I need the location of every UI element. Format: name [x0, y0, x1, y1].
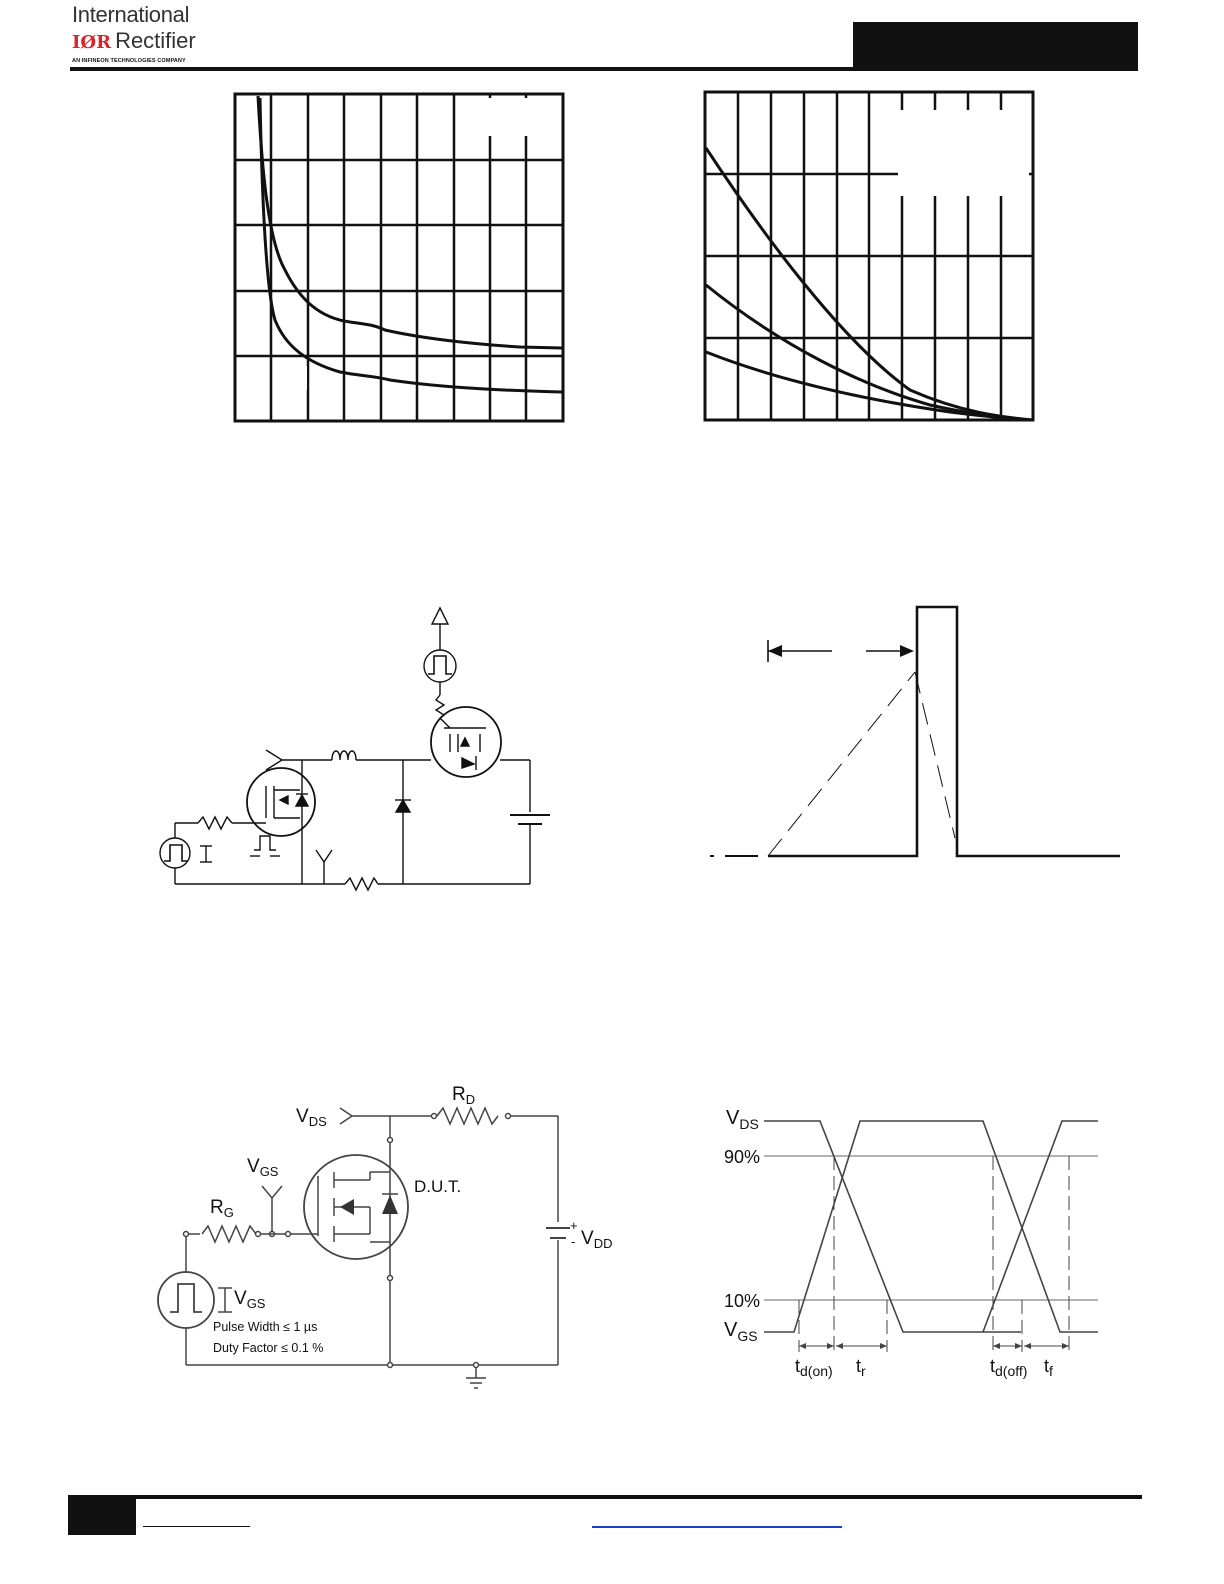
- wave-label-90: 90%: [724, 1147, 761, 1167]
- label-vdd: $V_{DD}$: [581, 1228, 613, 1251]
- vds-avalanche-trace: [768, 607, 1120, 856]
- footer-website-link[interactable]: [592, 1526, 842, 1528]
- switching-circuit-labels: [210, 1084, 612, 1355]
- switching-waveform: [764, 1121, 1098, 1352]
- footer-left-line: [143, 1526, 250, 1527]
- logo-rectifier-word: Rectifier: [115, 28, 196, 53]
- footer-rule: [68, 1495, 1142, 1499]
- wave-label-td-on: $t_{d(on)}$: [795, 1356, 833, 1379]
- wave-label-tr: $t_r$: [856, 1356, 866, 1379]
- avalanche-test-circuit: [160, 608, 550, 890]
- wave-label-vgs: $V_{GS}$: [724, 1319, 758, 1344]
- wave-label-10: 10%: [724, 1291, 761, 1311]
- label-vds: $V_{DS}$: [296, 1106, 327, 1129]
- freewheel-diode: [396, 800, 410, 812]
- logo-mark: IØR: [72, 32, 112, 53]
- avalanche-waveform: [710, 607, 1120, 856]
- plot-top-right: [705, 92, 1033, 420]
- pulse-generator-top: [424, 650, 456, 682]
- label-vdd-plus: +: [570, 1218, 578, 1233]
- label-vgs-pulse: $V_{GS}$: [234, 1288, 266, 1311]
- label-rd: $R_D$: [452, 1084, 476, 1107]
- wave-label-tf: $t_f$: [1044, 1356, 1053, 1379]
- inductor: [332, 751, 356, 760]
- switching-waveform-labels: [724, 1107, 1053, 1379]
- wave-label-vds: $V_{DS}$: [726, 1107, 759, 1132]
- label-vdd-minus: -: [571, 1234, 576, 1249]
- label-vgs-probe: $V_{GS}$: [247, 1156, 279, 1179]
- logo-line-international: International: [72, 2, 190, 27]
- plot-top-left-curves: [258, 96, 562, 392]
- label-duty-factor: Duty Factor ≤ 0.1 %: [213, 1341, 324, 1355]
- gate-pulse-generator: [160, 838, 190, 868]
- wave-label-td-off: $t_{d(off)}$: [990, 1356, 1028, 1379]
- gate-pulse-generator-bottom: [158, 1272, 214, 1328]
- footer-page-number-block: [68, 1497, 136, 1535]
- plot-top-left: [235, 94, 563, 421]
- label-dut: D.U.T.: [414, 1177, 462, 1196]
- label-rg: $R_G$: [210, 1197, 234, 1220]
- logo-tagline: AN INFINEON TECHNOLOGIES COMPANY: [72, 58, 186, 64]
- timing-arrowheads: [799, 1343, 1069, 1349]
- supply-arrow: [432, 608, 448, 624]
- label-pulse-width: Pulse Width ≤ 1 µs: [213, 1320, 318, 1334]
